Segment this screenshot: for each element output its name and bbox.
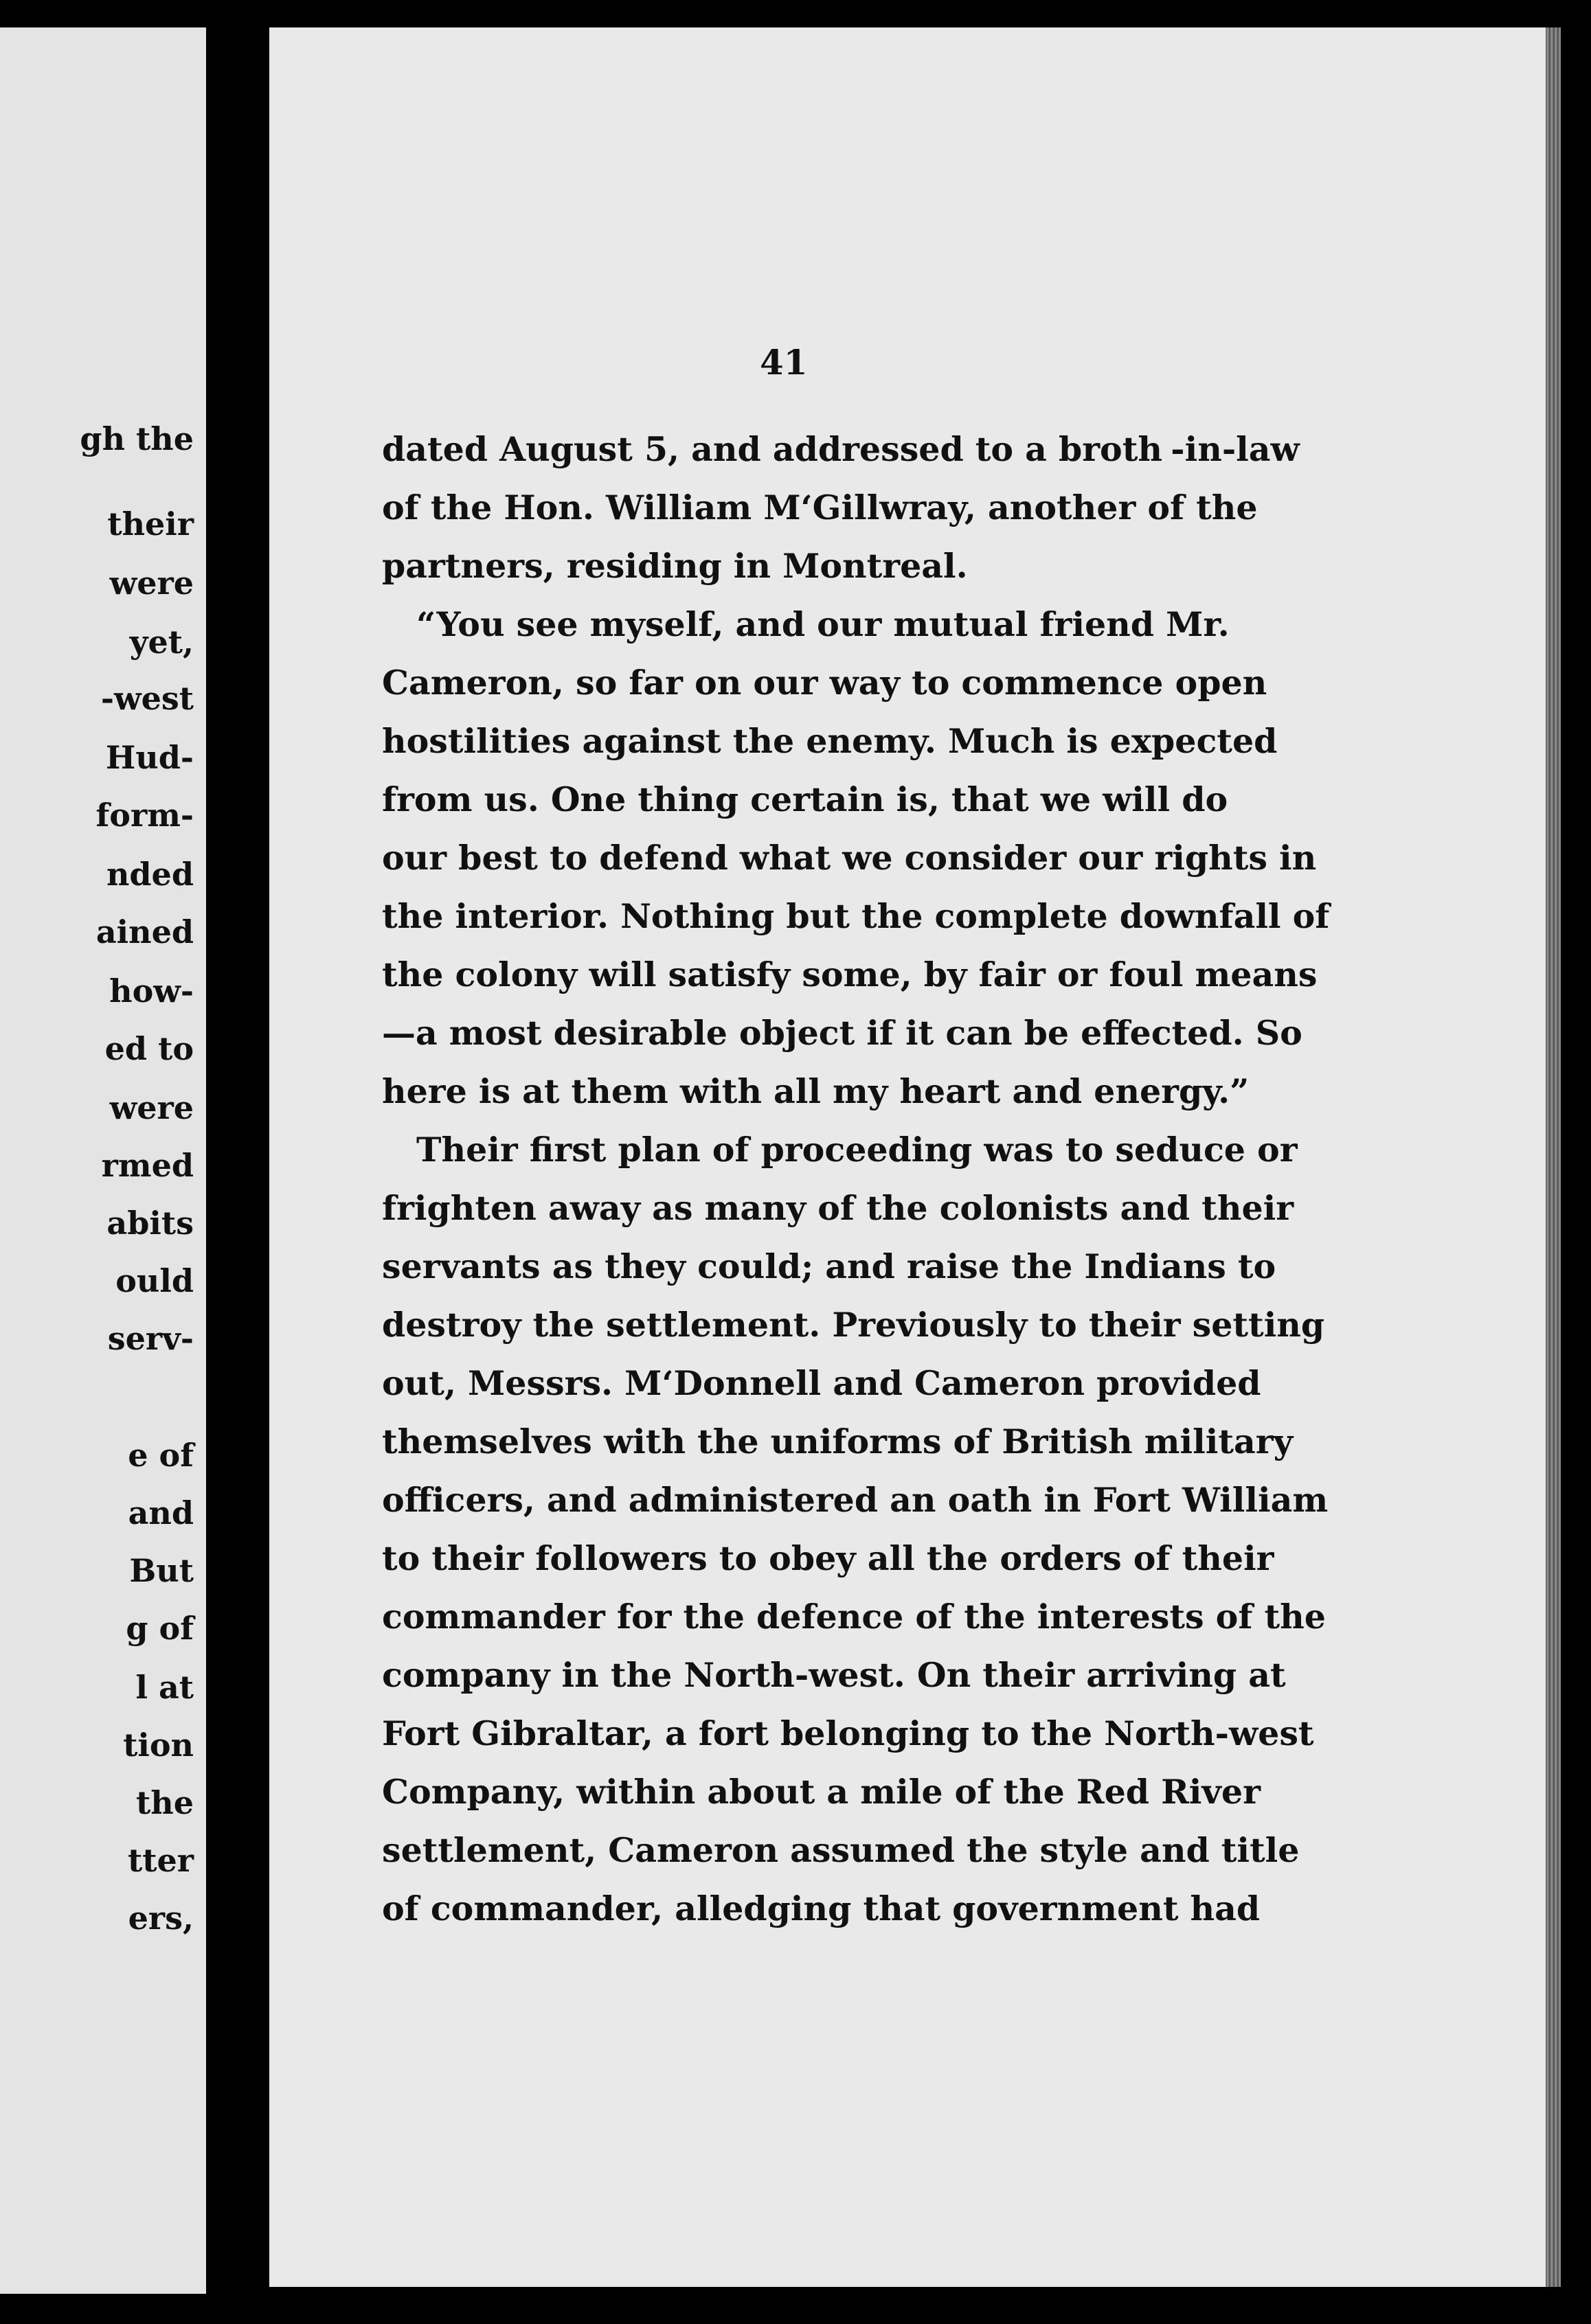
text-line: out, Messrs. M‘Donnell and Cameron provided: [382, 1363, 1261, 1403]
text-line: partners, residing in Montreal.: [382, 546, 968, 586]
left-page-line: tter: [128, 1842, 194, 1879]
text-line: dated August 5, and addressed to a broth -in-law: [382, 429, 1300, 469]
left-page-line: abits: [106, 1205, 194, 1242]
left-page-line: ers,: [128, 1900, 194, 1937]
text-line: Fort Gibraltar, a fort belonging to the North-west: [382, 1713, 1314, 1753]
left-page-line: the: [136, 1784, 194, 1821]
left-page-line: were: [109, 1089, 194, 1126]
text-line: settlement, Cameron assumed the style and title: [382, 1830, 1300, 1870]
text-line: of the Hon. William M‘Gillwray, another of the: [382, 488, 1258, 527]
left-page-line: Hud-: [105, 739, 194, 776]
page-body-text: [382, 420, 1330, 1938]
text-line: from us. One thing certain is, that we will do: [382, 779, 1228, 819]
text-line: “You see myself, and our mutual friend Mr.: [416, 604, 1230, 644]
left-page-line: rmed: [101, 1147, 194, 1184]
text-line: commander for the defence of the interests of the: [382, 1597, 1326, 1637]
left-page-line: -west: [100, 680, 194, 717]
left-page-line: gh the: [80, 420, 194, 457]
page-number: 41: [760, 342, 808, 383]
text-line: Cameron, so far on our way to commence open: [382, 663, 1267, 703]
left-page-line: tion: [123, 1727, 194, 1764]
book-gutter: [206, 0, 269, 2324]
left-page-line: serv-: [107, 1320, 194, 1357]
left-page-line: and: [128, 1494, 194, 1531]
left-page-line: g of: [126, 1610, 194, 1647]
text-line: servants as they could; and raise the Indians to: [382, 1246, 1276, 1286]
text-line: destroy the settlement. Previously to their setting: [382, 1305, 1325, 1345]
text-line: hostilities against the enemy. Much is expected: [382, 721, 1278, 761]
left-page-line: yet,: [129, 624, 194, 661]
left-page-line: were: [109, 565, 194, 602]
left-page-line: e of: [128, 1437, 194, 1474]
left-page-line: nded: [106, 856, 194, 893]
text-line: themselves with the uniforms of British military: [382, 1422, 1294, 1461]
text-line: officers, and administered an oath in Fort William: [382, 1480, 1329, 1520]
text-line: frighten away as many of the colonists and their: [382, 1188, 1294, 1228]
text-line: Their first plan of proceeding was to seduce or: [416, 1130, 1298, 1170]
text-line: our best to defend what we consider our rights in: [382, 838, 1317, 878]
left-page-line: form-: [95, 797, 194, 834]
text-line: to their followers to obey all the orders of their: [382, 1538, 1274, 1578]
left-page-line: how-: [109, 972, 194, 1010]
text-line: here is at them with all my heart and energy.”: [382, 1071, 1250, 1111]
text-line: —a most desirable object if it can be effected. So: [382, 1013, 1302, 1053]
text-line: company in the North-west. On their arriving at: [382, 1655, 1286, 1695]
left-page-line: l at: [135, 1669, 194, 1706]
text-line: Company, within about a mile of the Red River: [382, 1772, 1261, 1812]
left-page-line: But: [129, 1552, 194, 1589]
left-page-line: ould: [115, 1262, 194, 1299]
page-edge: [1546, 27, 1561, 2287]
text-line: of commander, alledging that government had: [382, 1889, 1261, 1928]
text-line: the colony will satisfy some, by fair or foul means: [382, 955, 1318, 994]
left-facing-page: [0, 27, 206, 2294]
left-page-line: ed to: [104, 1030, 194, 1067]
left-page-line: ained: [95, 913, 194, 950]
text-line: the interior. Nothing but the complete downfall of: [382, 896, 1330, 936]
left-page-line: their: [107, 505, 194, 543]
